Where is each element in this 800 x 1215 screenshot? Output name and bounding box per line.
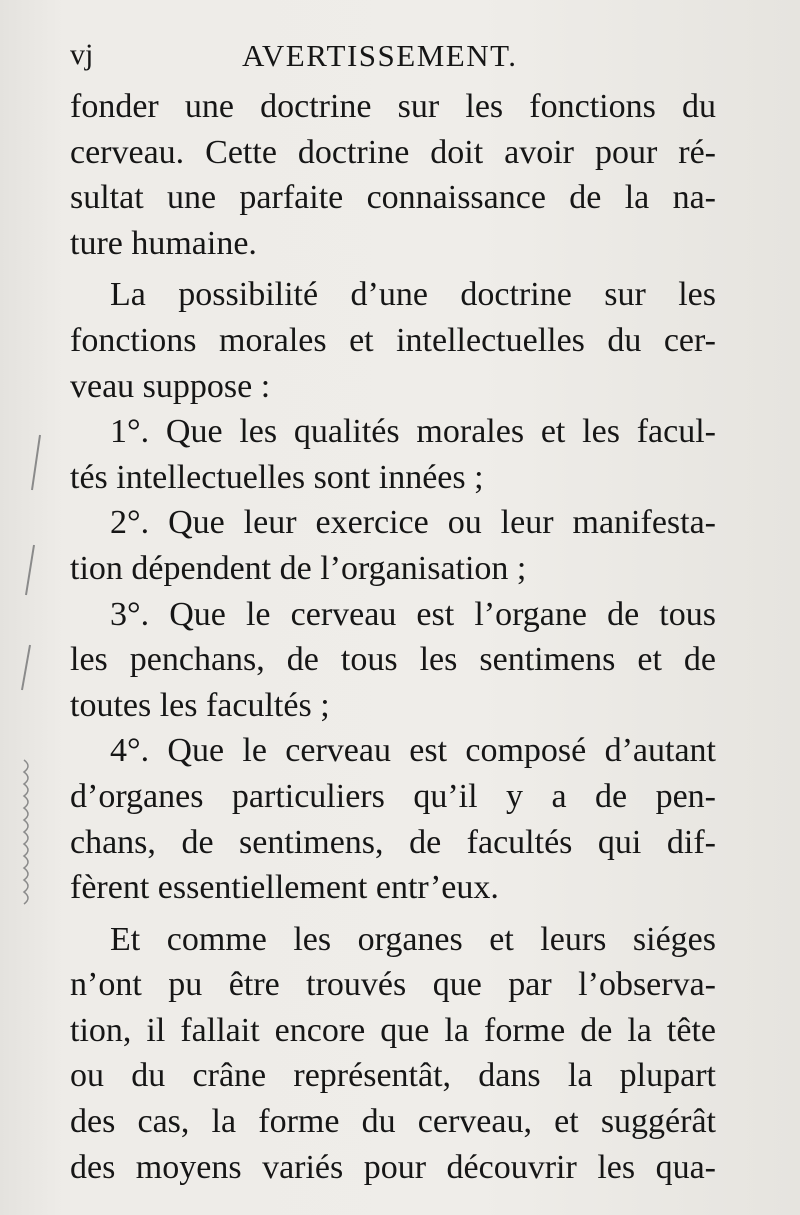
text-line: n’ont pu être trouvés que par l’observa- (70, 966, 716, 1004)
text-line: cerveau. Cette doctrine doit avoir pour ré- (70, 133, 716, 171)
text-line: fonctions morales et intellectuelles du cer- (70, 321, 716, 359)
text-line: les penchans, de tous les sentimens et de (70, 641, 716, 679)
page-header (70, 38, 720, 78)
body-text (70, 84, 716, 1190)
text-line: d’organes particuliers qu’il y a de pen- (70, 777, 716, 815)
running-title: AVERTISSEMENT. (242, 38, 518, 73)
text-line: veau suppose : (70, 367, 271, 405)
text-line: fonder une doctrine sur les fonctions du (70, 88, 716, 125)
text-line: chans, de sentimens, de facultés qui dif- (70, 823, 716, 861)
text-line: des cas, la forme du cerveau, et suggérât (70, 1103, 716, 1141)
text-line: ou du crâne représentât, dans la plupart (70, 1057, 716, 1095)
pencil-marks-icon (10, 430, 50, 950)
text-line: 3°. Que le cerveau est l’organe de tous (110, 595, 716, 633)
text-line: 4°. Que le cerveau est composé d’autant (110, 732, 716, 770)
text-line: 2°. Que leur exercice ou leur manifesta- (110, 504, 716, 542)
text-line: ture humaine. (70, 224, 257, 262)
text-line: La possibilité d’une doctrine sur les (110, 276, 716, 314)
text-line: sultat une parfaite connaissance de la na- (70, 179, 716, 217)
text-line: tion dépendent de l’organisation ; (70, 549, 527, 587)
text-line: toutes les facultés ; (70, 686, 330, 724)
text-line: Et comme les organes et leurs siéges (110, 920, 716, 958)
text-line: tion, il fallait encore que la forme de la tête (70, 1011, 716, 1049)
text-line: 1°. Que les qualités morales et les facul- (110, 413, 716, 451)
page-number: vj (70, 38, 94, 71)
text-line: des moyens variés pour découvrir les qua- (70, 1148, 716, 1186)
text-line: fèrent essentiellement entr’eux. (70, 869, 499, 907)
text-line: tés intellectuelles sont innées ; (70, 458, 484, 496)
